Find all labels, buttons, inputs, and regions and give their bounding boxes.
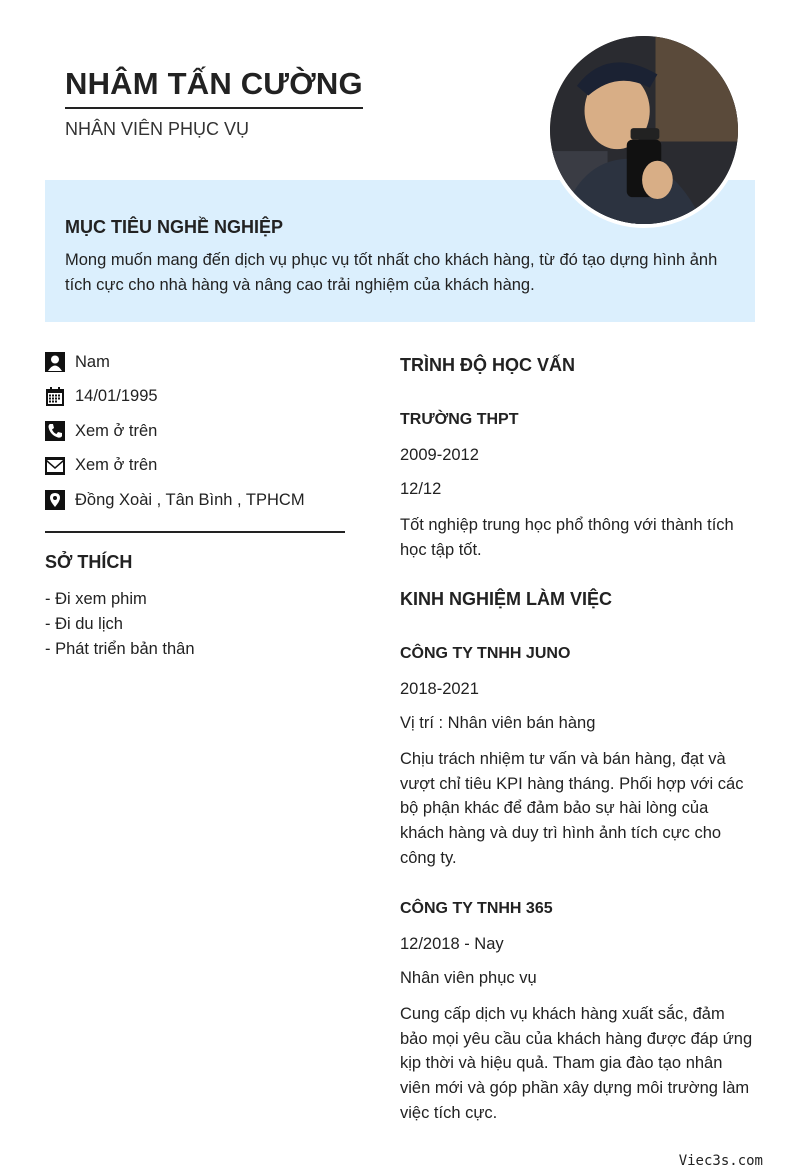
education-period: 2009-2012 [400, 446, 479, 464]
profile-photo [546, 32, 742, 228]
footer-watermark: Viec3s.com [678, 1153, 763, 1169]
candidate-name: NHÂM TẤN CƯỜNG [65, 66, 363, 109]
gender-text: Nam [75, 352, 110, 371]
education-description: Tốt nghiệp trung học phổ thông với thành tích học tập tốt. [400, 516, 734, 559]
gender-row [45, 345, 345, 380]
job-company: CÔNG TY TNHH JUNO [400, 645, 571, 663]
hobby-item: - Đi xem phim [45, 589, 147, 608]
birthdate-row [45, 380, 345, 415]
personal-info-column [45, 345, 345, 662]
job-description: Cung cấp dịch vụ khách hàng xuất sắc, đảm bảo mọi yêu cầu của khách hàng được đáp ứng kịp thời và hiệu quả. Tham gia đào tạo nhân viên mới và góp phần xây dựng môi trường làm việc tích cực. [400, 1005, 753, 1122]
calendar-icon [45, 387, 65, 407]
email-icon [45, 456, 65, 476]
education-school: TRƯỜNG THPT [400, 411, 519, 428]
career-objective-text: Mong muốn mang đến dịch vụ phục vụ tốt nhất cho khách hàng, từ đó tạo dựng hình ảnh tích cực cho nhà hàng và nâng cao trải nghiệm của khách hàng. [65, 251, 718, 294]
left-divider [45, 531, 345, 533]
hobby-item: - Đi du lịch [45, 614, 123, 633]
phone-text: Xem ở trên [75, 421, 158, 440]
address-text: Đồng Xoài , Tân Bình , TPHCM [75, 490, 305, 509]
person-icon [45, 352, 65, 372]
hobby-item: - Phát triển bản thân [45, 639, 195, 658]
job-description: Chịu trách nhiệm tư vấn và bán hàng, đạt và vượt chỉ tiêu KPI hàng tháng. Phối hợp với các bộ phận khác để đảm bảo sự hài lòng của khách hàng và duy trì hình ảnh tích cực cho công ty. [400, 750, 744, 867]
education-title: TRÌNH ĐỘ HỌC VẤN [400, 355, 575, 375]
job-position: Vị trí : Nhân viên bán hàng [400, 714, 596, 733]
job-period: 12/2018 - Nay [400, 935, 504, 954]
hobbies-title: SỞ THÍCH [45, 551, 133, 572]
job-period: 2018-2021 [400, 680, 479, 699]
birthdate-text: 14/01/1995 [75, 387, 158, 406]
location-pin-icon [45, 490, 65, 510]
email-row [45, 449, 345, 484]
experience-title: KINH NGHIỆM LÀM VIỆC [400, 589, 613, 610]
phone-row [45, 414, 345, 449]
candidate-role: NHÂN VIÊN PHỤC VỤ [65, 119, 250, 139]
education-grade: 12/12 [400, 480, 442, 498]
phone-icon [45, 421, 65, 441]
right-column [400, 355, 755, 1125]
address-row [45, 483, 345, 518]
email-text: Xem ở trên [75, 456, 158, 475]
job-company: CÔNG TY TNHH 365 [400, 900, 553, 918]
career-objective-title: MỤC TIÊU NGHỀ NGHIỆP [65, 217, 284, 237]
job-position: Nhân viên phục vụ [400, 969, 537, 988]
profile-photo-illustration [550, 36, 738, 224]
